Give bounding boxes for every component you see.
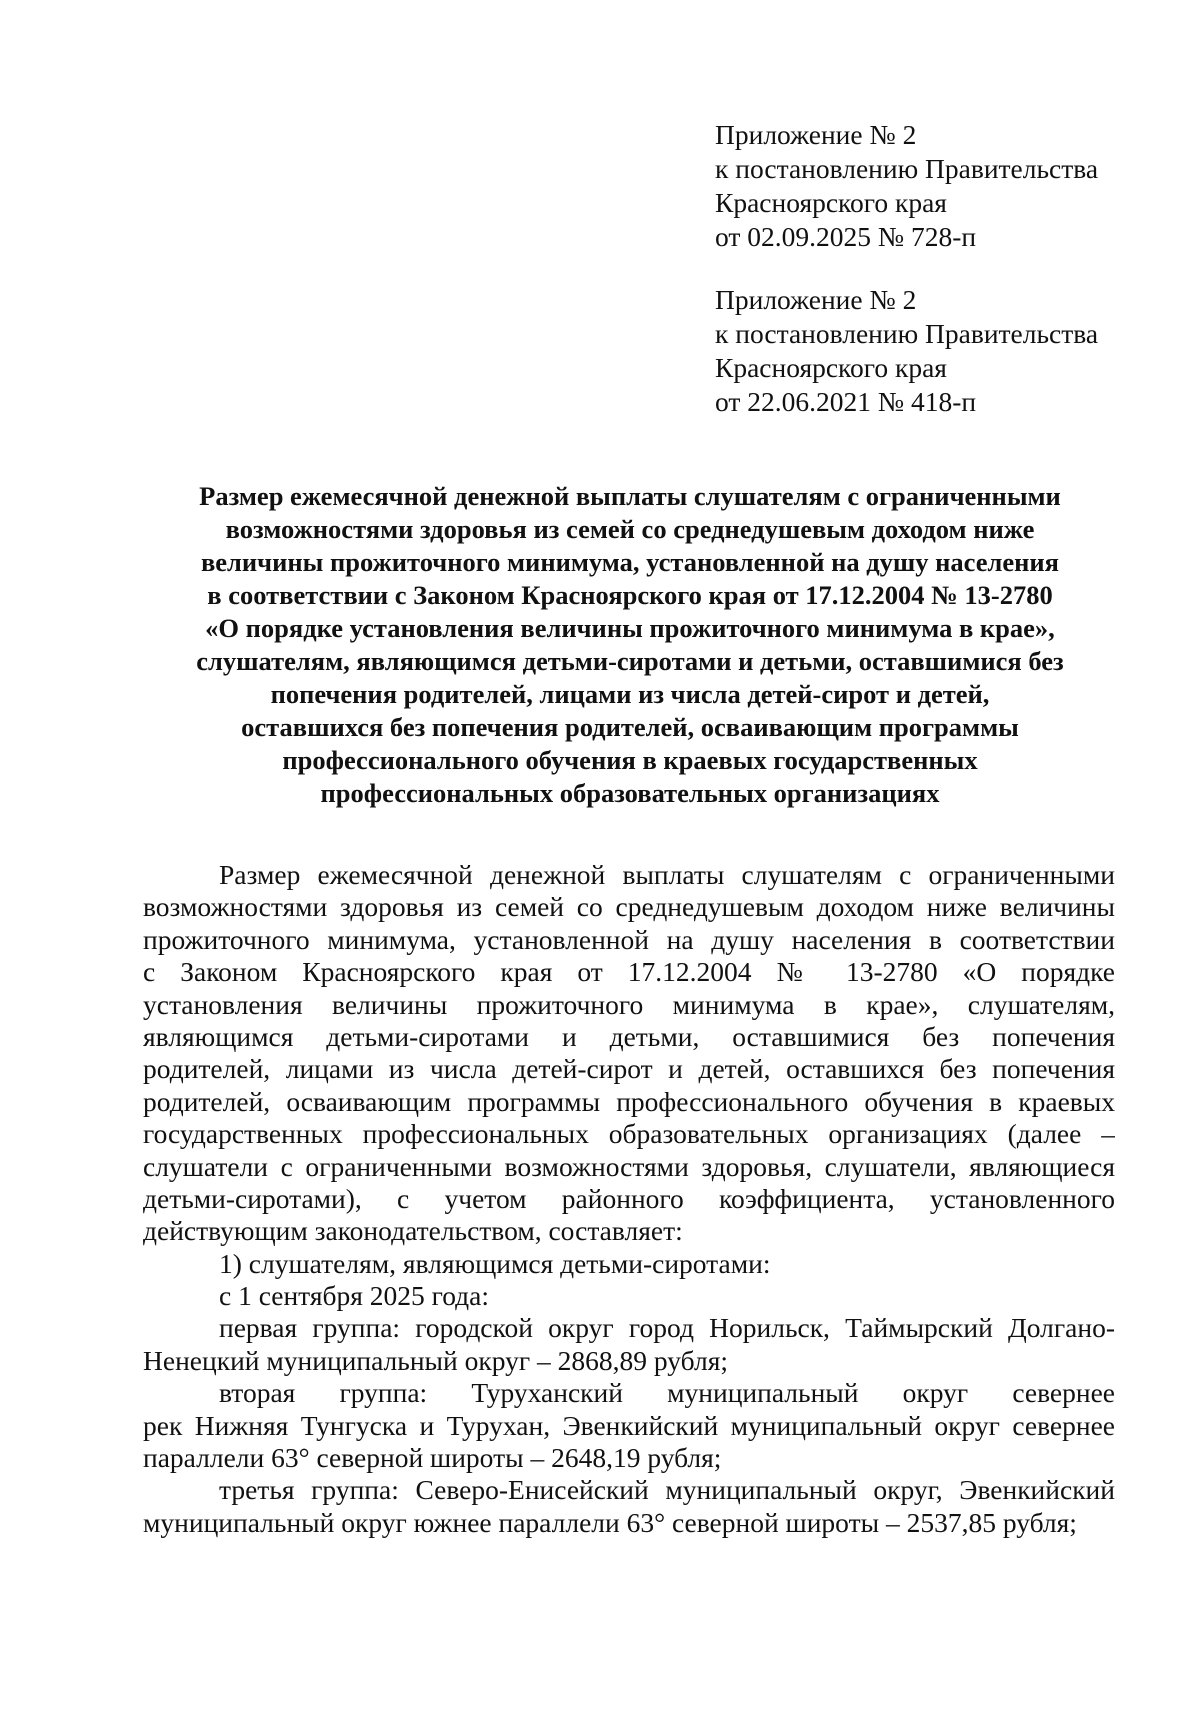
appendix-line: от 02.09.2025 № 728-п xyxy=(715,221,977,252)
body-line: возможностями здоровья из семей со среднедушевым доходом ниже величины xyxy=(143,891,1115,923)
body-line: государственных профессиональных образовательных организациях (далее – xyxy=(143,1118,1115,1150)
group-1-paragraph xyxy=(143,1312,1115,1377)
body-line: являющимся детьми-сиротами и детьми, оставшимися без попечения xyxy=(143,1020,1115,1052)
body-line: вторая группа: Туруханский муниципальный округ севернее xyxy=(219,1377,1115,1409)
title-line: «О порядке установления величины прожиточного минимума в крае», xyxy=(205,613,1055,643)
appendix-line: Красноярского края xyxy=(715,187,947,218)
appendix-header-original xyxy=(715,283,1155,419)
appendix-line: к постановлению Правительства xyxy=(715,153,1099,184)
group-3-paragraph xyxy=(143,1474,1115,1539)
body-line: первая группа: городской округ город Норильск, Таймырский Долгано- xyxy=(219,1312,1115,1344)
appendix-line: Приложение № 2 xyxy=(715,284,917,315)
body-line: прожиточного минимума, установленной на душу населения в соответствии xyxy=(143,923,1115,955)
document-title xyxy=(140,480,1120,810)
body-line: параллели 63° северной широты – 2648,19 рубля; xyxy=(143,1442,722,1474)
appendix-line: Приложение № 2 xyxy=(715,119,917,150)
appendix-line: от 22.06.2021 № 418-п xyxy=(715,386,977,417)
appendix-line: к постановлению Правительства xyxy=(715,318,1099,349)
title-line: профессионального обучения в краевых государственных xyxy=(282,745,978,775)
title-line: слушателям, являющимся детьми-сиротами и детьми, оставшимися без xyxy=(196,646,1064,676)
body-line: Ненецкий муниципальный округ – 2868,89 рубля; xyxy=(143,1344,728,1376)
body-line: Размер ежемесячной денежной выплаты слушателям с ограниченными xyxy=(219,859,1115,890)
body-line: муниципальный округ южнее параллели 63° северной широты – 2537,85 рубля; xyxy=(143,1506,1077,1538)
title-line: в соответствии с Законом Красноярского края от 17.12.2004 № 13-2780 xyxy=(207,580,1053,610)
title-line: оставшихся без попечения родителей, осваивающим программы xyxy=(241,712,1019,742)
body-line: родителей, осваивающим программы профессионального обучения в краевых xyxy=(143,1085,1115,1117)
intro-paragraph xyxy=(143,859,1115,1248)
group-2-paragraph xyxy=(143,1377,1115,1474)
title-line: возможностями здоровья из семей со среднедушевым доходом ниже xyxy=(225,514,1035,544)
title-line: попечения родителей, лицами из числа детей-сирот и детей, xyxy=(270,679,990,709)
appendix-line: Красноярского края xyxy=(715,352,947,383)
body-line: рек Нижняя Тунгуска и Турухан, Эвенкийский муниципальный округ севернее xyxy=(143,1409,1115,1441)
body-line: слушатели с ограниченными возможностями здоровья, слушатели, являющиеся xyxy=(143,1150,1115,1182)
effective-date-line: с 1 сентября 2025 года: xyxy=(219,1280,490,1312)
title-line: Размер ежемесячной денежной выплаты слушателям с ограниченными xyxy=(199,481,1061,511)
item-1-heading: 1) слушателям, являющимся детьми-сиротами: xyxy=(219,1247,771,1279)
title-line: профессиональных образовательных организациях xyxy=(320,778,940,808)
appendix-header-current xyxy=(715,118,1155,254)
body-line: установления величины прожиточного минимума в крае», слушателям, xyxy=(143,988,1115,1020)
body-line: действующим законодательством, составляет: xyxy=(143,1215,683,1247)
body-line: родителей, лицами из числа детей-сирот и детей, оставшихся без попечения xyxy=(143,1053,1115,1085)
body-line: третья группа: Северо-Енисейский муниципальный округ, Эвенкийский xyxy=(219,1474,1115,1506)
body-line: с Законом Красноярского края от 17.12.2004 № 13-2780 «О порядке xyxy=(143,956,1115,988)
body-line: детьми-сиротами), с учетом районного коэффициента, установленного xyxy=(143,1182,1115,1214)
document-body xyxy=(143,859,1115,1539)
title-line: величины прожиточного минимума, установленной на душу населения xyxy=(200,547,1060,577)
